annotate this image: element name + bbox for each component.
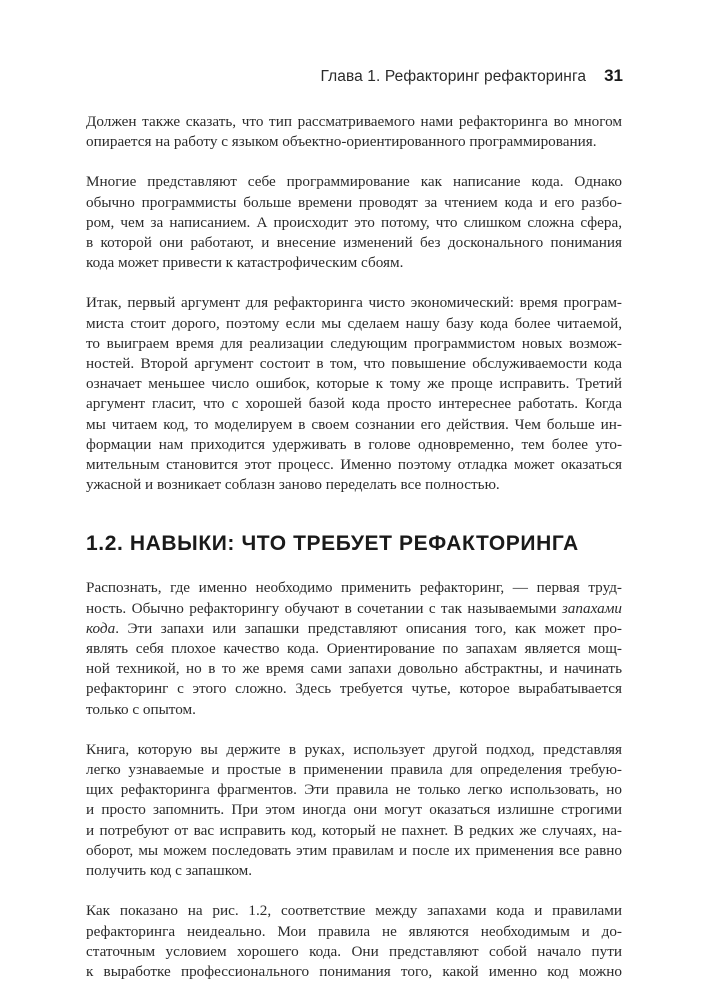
paragraph-3 [86,293,622,495]
text-line: ностей. Второй аргумент состоит в том, что повышение обслуживаемости кода [86,355,622,373]
section-paragraph-2 [86,740,622,881]
text-line: к выработке профессионального понимания того, какой именно код можно [86,962,622,980]
text-line: ной техникой, но в то же время сами запахи довольно абстрактны, и начинать [86,660,622,678]
text-line: Многие представляют себе программирование как написание кода. Однако [86,173,622,191]
text-line: формации нам приходится удерживать в голове одновременно, тем более уто- [86,435,622,453]
text-line: в которой они работают, и внесение изменений без досконального понимания [86,234,622,252]
text-line: аргумент гласит, что с хорошей базой кода просто интереснее работать. Когда [86,395,622,413]
text-line: опирается на работу с языком объектно-ориентированного программирования. [86,133,597,151]
text-line: оборот, мы можем последовать этим правилам и после их применения все равно [86,841,622,859]
text-line: рефакторинг с этого сложно. Здесь требуется чутье, которое вырабатывается [86,680,622,698]
page-number: 31 [604,66,623,85]
paragraph-1 [86,112,622,152]
text-line: Итак, первый аргумент для рефакторинга чисто экономический: время програм- [86,294,622,312]
text-line: кода может привести к катастрофическим сбоям. [86,254,404,272]
text-line: являть себя плохое качество кода. Ориентирование по запахам является мощ- [86,640,622,658]
section-heading: 1.2. НАВЫКИ: ЧТО ТРЕБУЕТ РЕФАКТОРИНГА [86,532,579,556]
text-line: легко узнаваемые и простые в применении правила для определения требую- [86,761,622,779]
text-line: и потребуют от вас исправить код, который не пахнет. В редких же случаях, на- [86,821,622,839]
text-line: обычно программисты больше времени проводят за чтением кода и его разбо- [86,193,622,211]
text-line: ужасной и возникает соблазн заново переделать все полностью. [86,476,500,494]
text-line: Должен также сказать, что тип рассматриваемого нами рефакторинга во многом [86,113,622,130]
text-run: . Эти запахи или запашки представляют описания того, как может про- [115,619,622,637]
text-line: мы читаем код, то моделируем в своем сознании его действия. Чем больше ин- [86,415,622,433]
text-line: только с опытом. [86,700,196,718]
text-line: то выиграем время для реализации следующим программистом новых возмож- [86,334,622,352]
text-line: статочным условием хорошего кода. Они представляют собой начало пути [86,942,622,960]
section-paragraph-3 [86,901,622,982]
text-line: щих рефакторинга фрагментов. Эти правила не только легко использовать, но [86,781,622,799]
text-line [86,619,622,639]
text-line: Распознать, где именно необходимо применить рефакторинг, — первая труд- [86,579,622,597]
text-line: получить код с запашком. [86,862,253,880]
chapter-title: Глава 1. Рефакторинг рефакторинга [320,68,587,85]
text-run: ность. Обычно рефакторингу обучают в сочетании с так называемыми [86,599,562,617]
page-body [86,112,622,982]
emphasis-term: кода [86,619,116,637]
text-line: ром, чем за написанием. А происходит это потому, что слишком сложна сфера, [86,213,622,231]
text-line: мительным становится этот процесс. Именно поэтому отладка может оказаться [86,456,622,474]
text-line: рефакторинга неидеально. Мои правила не являются необходимым и до- [86,922,622,940]
paragraph-2 [86,172,622,273]
text-line: миста стоит дорого, поэтому если мы сделаем нашу базу кода более читаемой, [86,314,622,332]
section-paragraph-1 [86,578,622,719]
text-line: означает меньшее число ошибок, которые к тому же проще исправить. Третий [86,375,622,393]
text-line: и просто запомнить. При этом иногда они могут оказаться излишне строгими [86,801,622,819]
running-header [321,66,623,86]
text-line: Как показано на рис. 1.2, соответствие между запахами кода и правилами [86,902,622,920]
emphasis-term: запахами [561,599,622,617]
text-line: Книга, которую вы держите в руках, использует другой подход, представляя [86,740,622,758]
text-line [86,599,622,619]
